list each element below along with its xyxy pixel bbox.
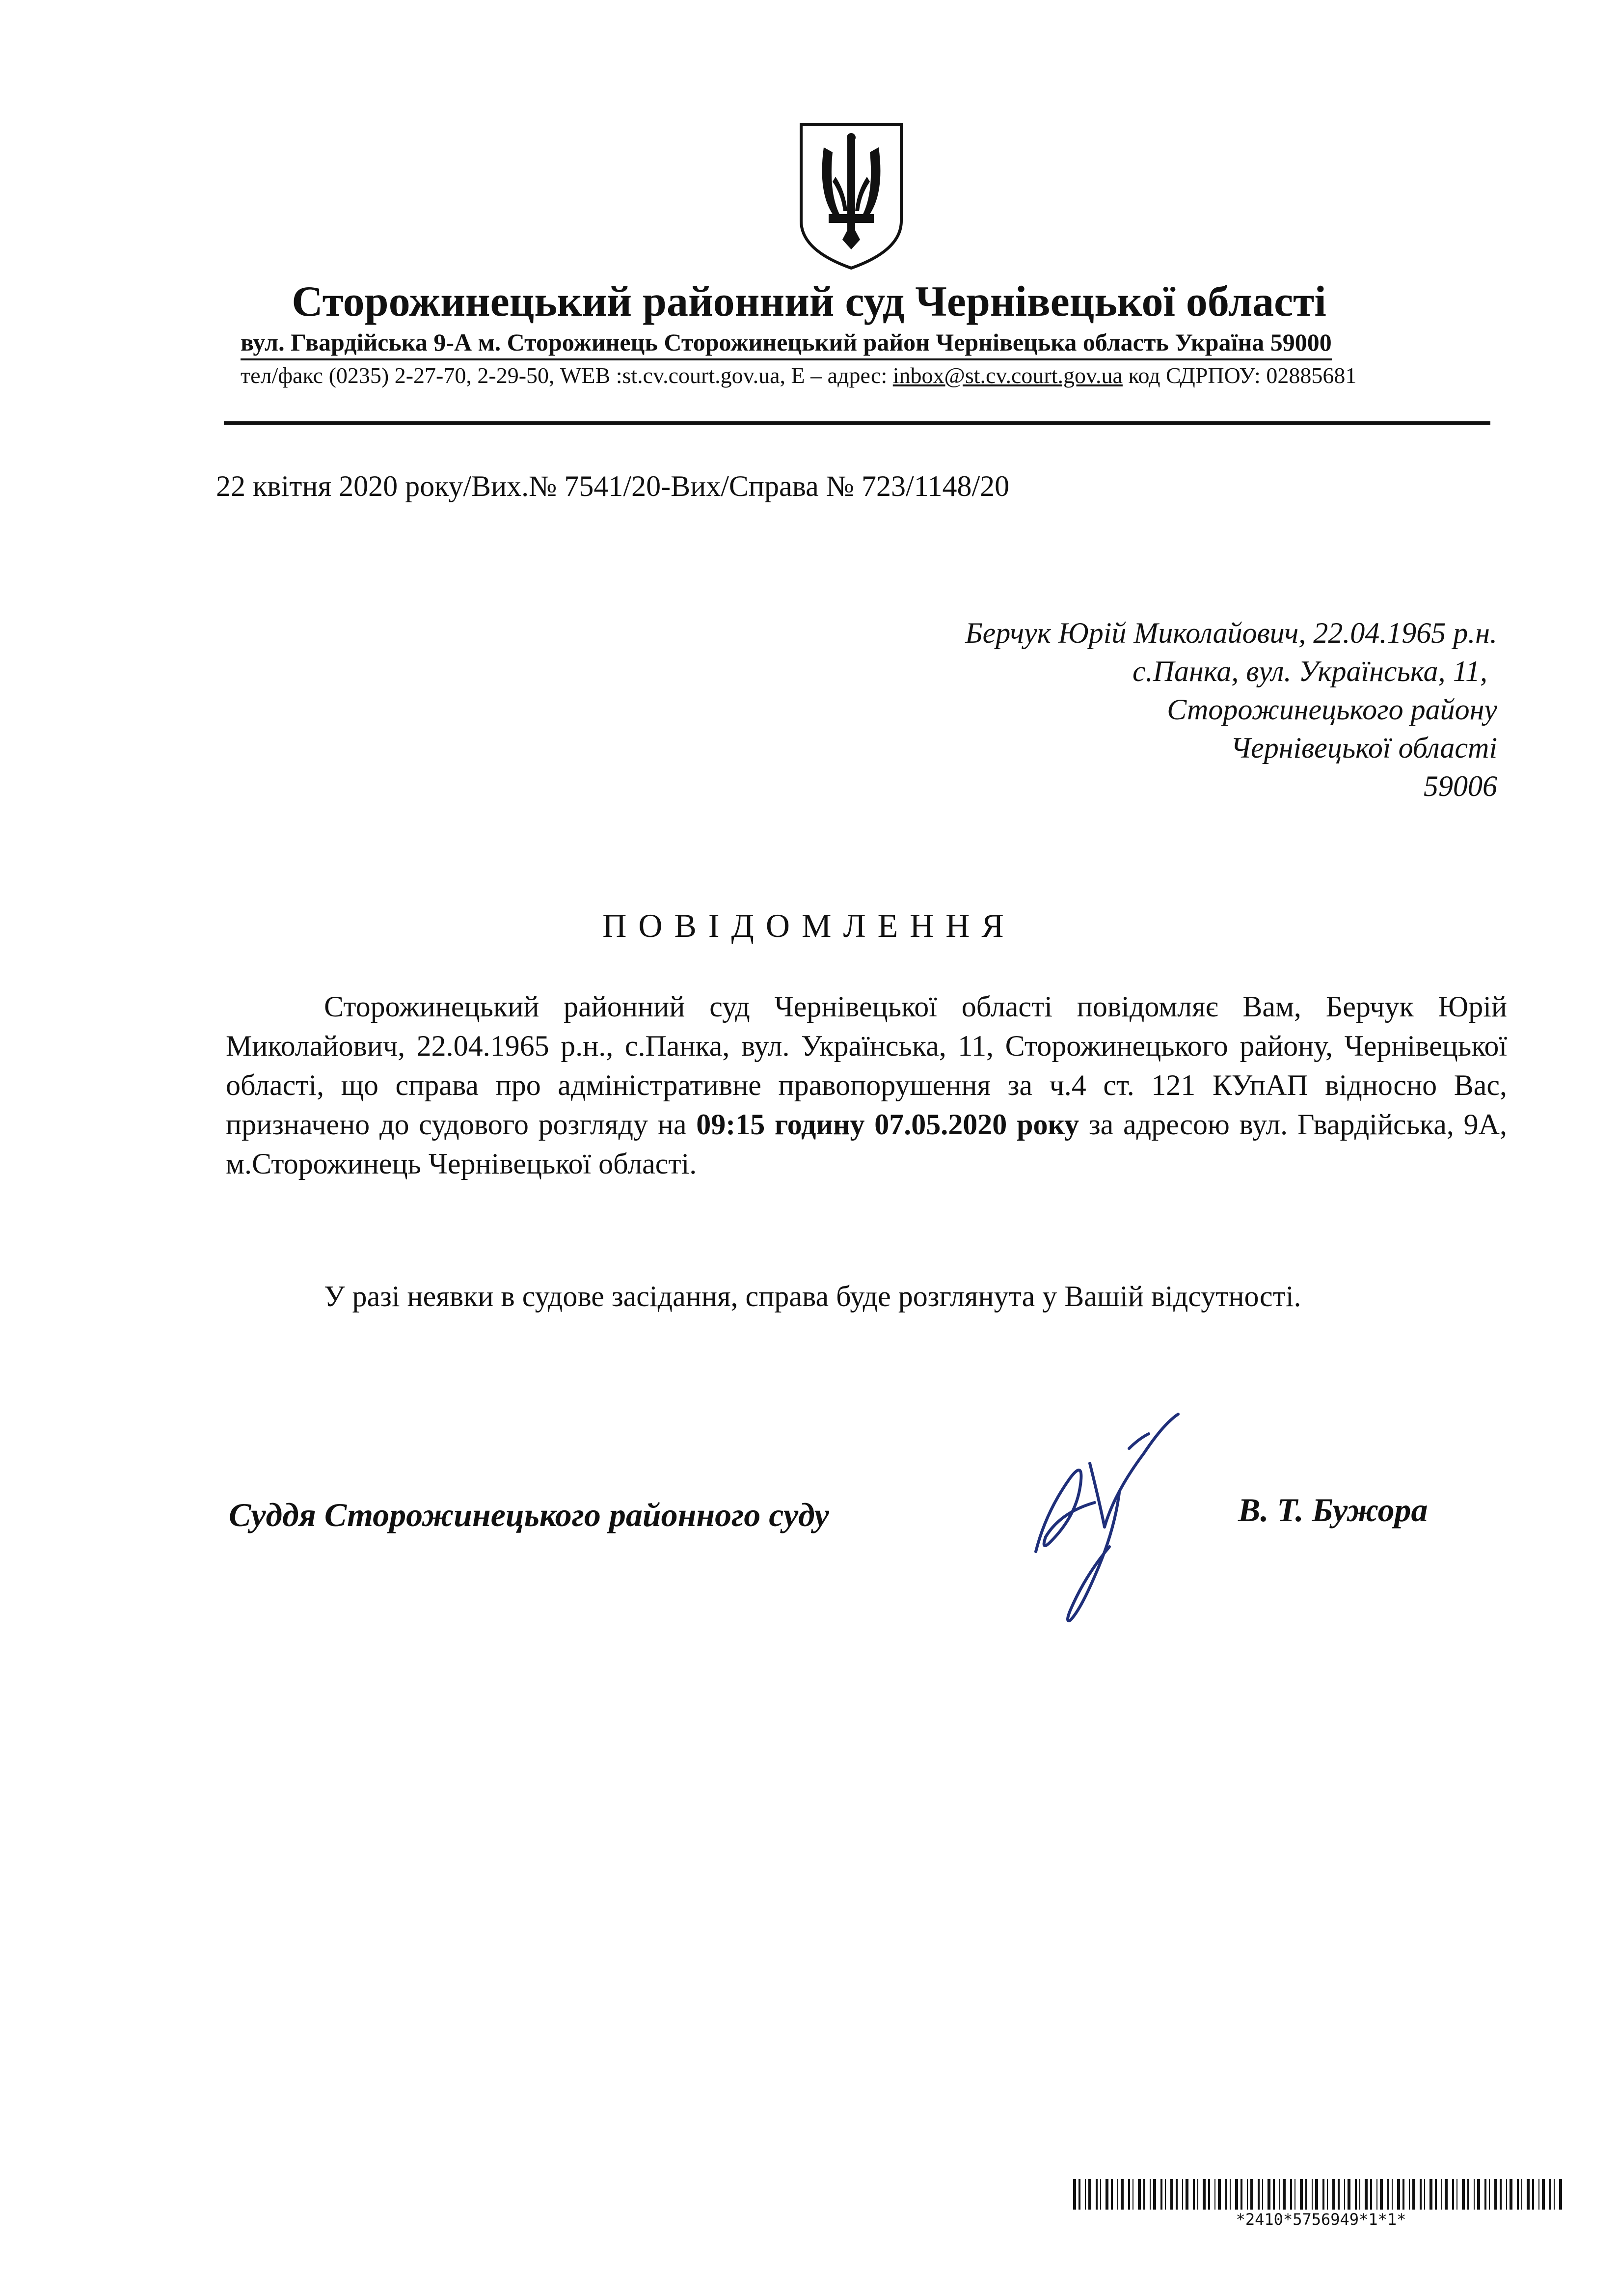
barcode-bar <box>1474 2179 1475 2210</box>
barcode-bar <box>1165 2179 1166 2210</box>
barcode-bar <box>1267 2179 1270 2210</box>
judge-name: В. Т. Бужора <box>1238 1491 1428 1529</box>
barcode-bar <box>1500 2179 1502 2210</box>
barcode-bar <box>1208 2179 1210 2210</box>
paragraph-text: за адресою вул. Гвардійська, 9А, м.Сторожинець Чернівецької області. <box>226 1108 1507 1180</box>
barcode-bar <box>1138 2179 1141 2210</box>
barcode-bar <box>1376 2179 1377 2210</box>
barcode-bar <box>1370 2179 1372 2210</box>
barcode-bar <box>1397 2179 1400 2210</box>
barcode-bar <box>1489 2179 1490 2210</box>
barcode-bar <box>1332 2179 1335 2210</box>
barcode-bar <box>1424 2179 1425 2210</box>
barcode-bar <box>1344 2179 1345 2210</box>
barcode-bar <box>1387 2179 1389 2210</box>
court-name: Сторожинецький районний суд Чернівецької області <box>292 278 1326 326</box>
barcode-bar <box>1096 2179 1098 2210</box>
barcode-bar <box>1506 2179 1507 2210</box>
barcode-bar <box>1392 2179 1393 2210</box>
barcode-bar <box>1312 2179 1313 2210</box>
barcode-bar <box>1290 2179 1292 2210</box>
barcode-bar <box>1452 2179 1454 2210</box>
contacts-suffix: код СДРПОУ: 02885681 <box>1122 363 1357 388</box>
trident-emblem-icon <box>794 118 908 275</box>
barcode-bar <box>1348 2179 1350 2210</box>
notice-paragraph <box>226 987 1507 1183</box>
barcode-bar <box>1273 2179 1275 2210</box>
handwritten-signature-icon <box>1016 1404 1227 1630</box>
barcode-bar <box>1549 2179 1551 2210</box>
barcode-bar <box>1121 2179 1124 2210</box>
barcode-bar <box>1484 2179 1486 2210</box>
barcode-bar <box>1262 2179 1263 2210</box>
contacts-prefix: тел/факс (0235) 2-27-70, 2-29-50, WEB :st.cv.court.gov.ua, E – адрес: <box>241 363 893 388</box>
barcode-bar <box>1315 2179 1318 2210</box>
addressee-line: 59006 <box>1424 770 1497 802</box>
barcode-bar <box>1100 2179 1101 2210</box>
barcode-bar <box>1197 2179 1198 2210</box>
barcode-bar <box>1203 2179 1206 2210</box>
barcode-bar <box>1456 2179 1457 2210</box>
barcode-bar <box>1462 2179 1465 2210</box>
barcode-bar <box>1441 2179 1442 2210</box>
absence-paragraph: У разі неявки в судове засідання, справа буде розглянута у Вашій відсутності. <box>324 1280 1301 1312</box>
barcode-bar <box>1193 2179 1195 2210</box>
barcode-bar <box>1429 2179 1432 2210</box>
barcode-bar <box>1527 2179 1530 2210</box>
addressee-block <box>965 614 1497 805</box>
barcode-bar <box>1412 2179 1415 2210</box>
barcode-bar <box>1182 2179 1183 2210</box>
barcode-bar <box>1073 2179 1076 2210</box>
barcode-bar <box>1294 2179 1295 2210</box>
email-link[interactable]: inbox@st.cv.court.gov.ua <box>892 363 1123 388</box>
barcode-bar <box>1494 2179 1497 2210</box>
barcode-bar <box>1235 2179 1238 2210</box>
barcode-bar <box>1117 2179 1118 2210</box>
barcode-bar <box>1250 2179 1253 2210</box>
barcode-bar <box>1467 2179 1469 2210</box>
hearing-datetime: 09:15 годину 07.05.2020 року <box>696 1108 1079 1141</box>
barcode-bar <box>1225 2179 1227 2210</box>
barcode-bar <box>1186 2179 1188 2210</box>
barcode-icon <box>1073 2179 1569 2210</box>
barcode-bar <box>1338 2179 1340 2210</box>
barcode-bar <box>1305 2179 1307 2210</box>
outgoing-reference: 22 квітня 2020 року/Вих.№ 7541/20-Вих/Справа № 723/1148/20 <box>216 470 1010 502</box>
court-contacts <box>241 361 1356 390</box>
barcode-bar <box>1365 2179 1368 2210</box>
barcode-bar <box>1218 2179 1221 2210</box>
barcode-bar <box>1170 2179 1173 2210</box>
barcode-bar <box>1088 2179 1091 2210</box>
barcode-bar <box>1160 2179 1162 2210</box>
barcode-bar <box>1542 2179 1545 2210</box>
barcode-bar <box>1085 2179 1086 2210</box>
header-divider <box>224 421 1490 425</box>
barcode-bar <box>1322 2179 1324 2210</box>
barcode-bar <box>1402 2179 1404 2210</box>
barcode-bar <box>1143 2179 1145 2210</box>
barcode-bar <box>1079 2179 1080 2210</box>
barcode-bar <box>1247 2179 1248 2210</box>
barcode-number: *2410*5756949*1*1* <box>1236 2210 1406 2229</box>
barcode-bar <box>1538 2179 1539 2210</box>
barcode-bar <box>1128 2179 1130 2210</box>
barcode-bar <box>1258 2179 1260 2210</box>
barcode-bar <box>1409 2179 1410 2210</box>
barcode-bar <box>1153 2179 1156 2210</box>
barcode-bar <box>1279 2179 1280 2210</box>
paragraph-text: Сторожинецький районний суд Чернівецької області повідомляє Вам, Берчук Юрій Миколайович, 22.04.1965 р.н., с.Панка, вул. Українська, 11, Сторожинецького району, Чернівецької області, що справа про адміністративне правопорушення за ч.4 ст. 121 КУпАП відносно Вас, призначено до судового розгляду на <box>226 990 1507 1141</box>
addressee-line: Сторожинецького району <box>1167 693 1497 726</box>
barcode-bar <box>1240 2179 1242 2210</box>
barcode-bar <box>1214 2179 1215 2210</box>
barcode-bar <box>1554 2179 1555 2210</box>
barcode-bar <box>1445 2179 1448 2210</box>
judge-title: Суддя Сторожинецького районного суду <box>229 1496 829 1533</box>
addressee-line: с.Панка, вул. Українська, 11, <box>1133 655 1487 687</box>
barcode-bar <box>1283 2179 1286 2210</box>
barcode-bar <box>1517 2179 1519 2210</box>
barcode-bar <box>1532 2179 1534 2210</box>
barcode-bar <box>1230 2179 1231 2210</box>
barcode-bar <box>1559 2179 1562 2210</box>
addressee-line: Берчук Юрій Миколайович, 22.04.1965 р.н. <box>965 617 1497 649</box>
barcode-bar <box>1176 2179 1178 2210</box>
barcode-bar <box>1477 2179 1480 2210</box>
barcode-bar <box>1510 2179 1512 2210</box>
addressee-line: Чернівецької області <box>1230 732 1497 764</box>
barcode-bar <box>1150 2179 1151 2210</box>
barcode-bar <box>1111 2179 1113 2210</box>
court-address: вул. Гвардійська 9-А м. Сторожинець Сторожинецький район Чернівецька область Україна 59000 <box>241 327 1332 360</box>
barcode-bar <box>1106 2179 1108 2210</box>
barcode-bar <box>1435 2179 1437 2210</box>
barcode-bar <box>1521 2179 1522 2210</box>
barcode-bar <box>1355 2179 1357 2210</box>
barcode-bar <box>1300 2179 1303 2210</box>
barcode-bar <box>1327 2179 1328 2210</box>
notice-title: ПОВІДОМЛЕННЯ <box>602 907 1016 944</box>
barcode-bar <box>1380 2179 1383 2210</box>
barcode-bar <box>1420 2179 1422 2210</box>
barcode-bar <box>1359 2179 1360 2210</box>
